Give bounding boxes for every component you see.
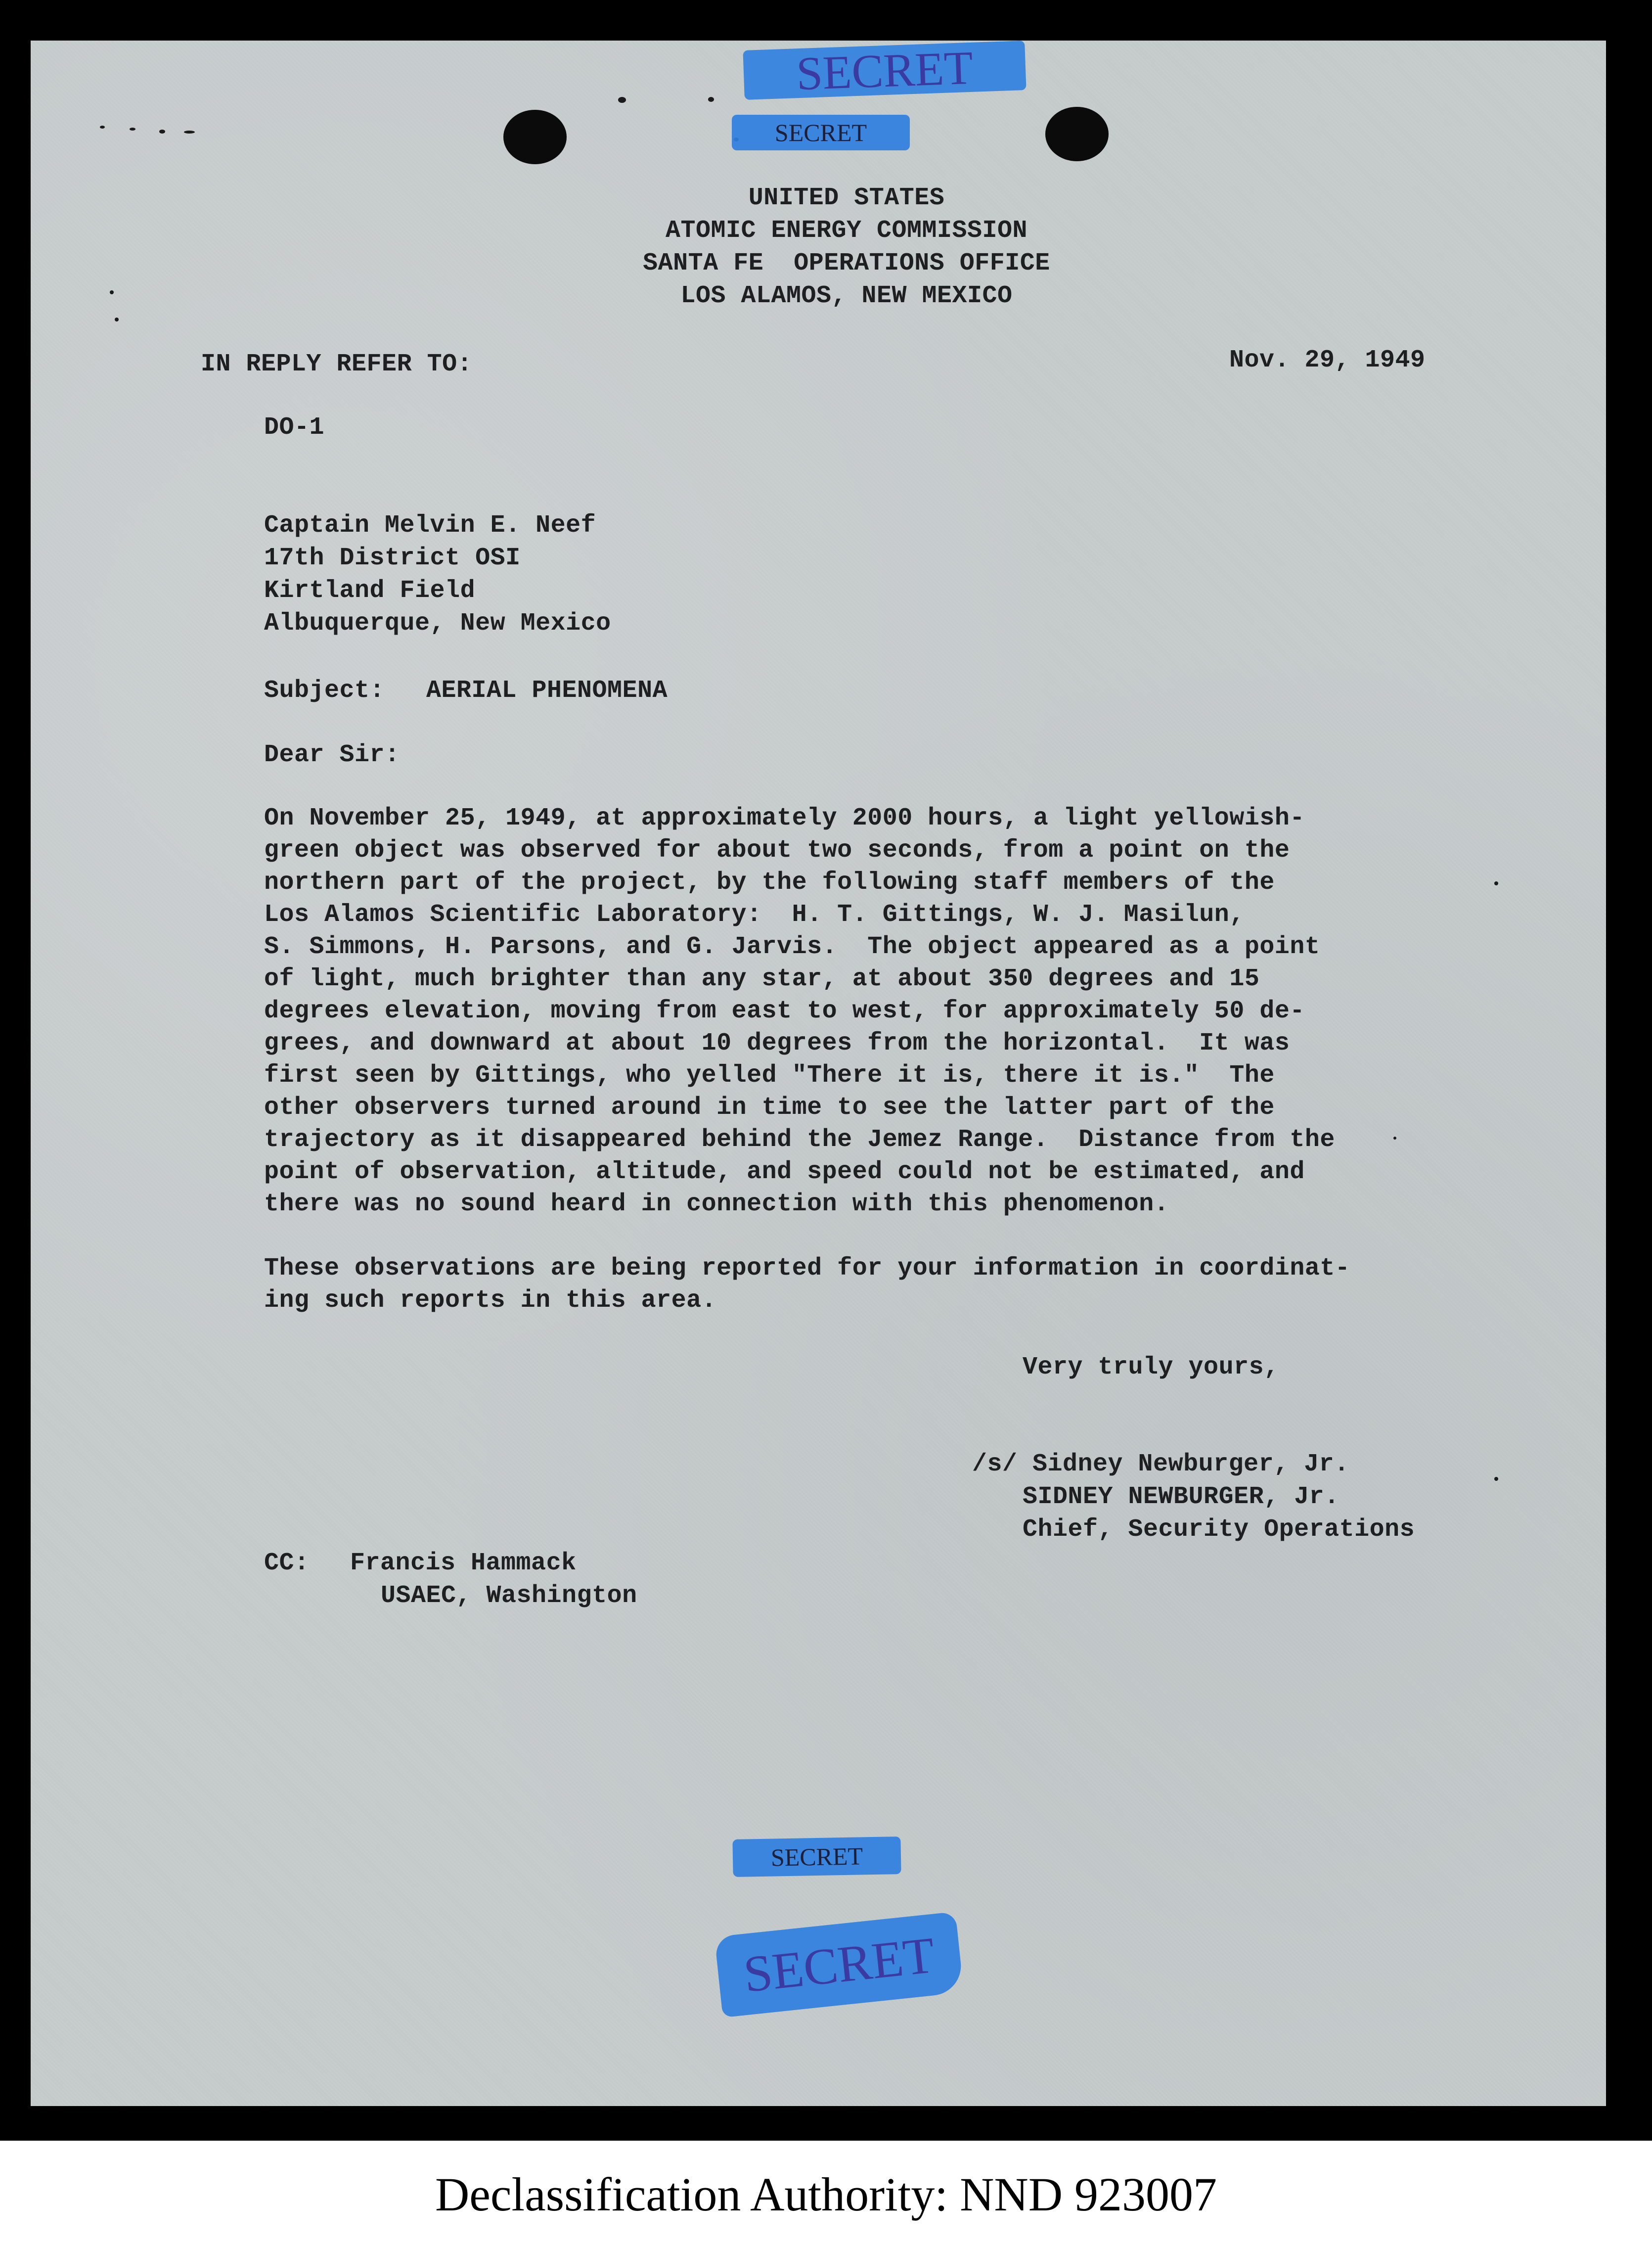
body-line: green object was observed for about two seconds, from a point on the [264,836,1290,865]
body-line: other observers turned around in time to see the latter part of the [264,1094,1275,1122]
body-line: degrees elevation, moving from east to west, for approximately 50 de- [264,997,1305,1025]
body-line: point of observation, altitude, and speed could not be estimated, and [264,1158,1305,1186]
body-line: grees, and downward at about 10 degrees from the horizontal. It was [264,1029,1290,1057]
speck [1393,1137,1396,1140]
letter-date: Nov. 29, 1949 [1229,346,1426,374]
letterhead-line-4: LOS ALAMOS, NEW MEXICO [680,282,1013,310]
cc-name: Francis Hammack [350,1549,577,1577]
speck [1494,1477,1498,1481]
speck [110,290,114,294]
speck [130,128,135,131]
speck [115,318,119,321]
secret-stamp-bottom-small: SECRET [732,1836,901,1877]
reference-code: DO-1 [264,413,325,442]
cc-label: CC: [264,1549,310,1577]
document-page [31,41,1606,2106]
signer-name: SIDNEY NEWBURGER, Jr. [1023,1483,1339,1511]
body-line: These observations are being reported for your information in coordinat- [264,1254,1350,1283]
valediction: Very truly yours, [1023,1353,1279,1381]
speck [1494,881,1498,885]
signer-title: Chief, Security Operations [1023,1515,1415,1544]
punch-hole-right [1045,107,1109,161]
body-line: of light, much brighter than any star, at about 350 degrees and 15 [264,965,1260,993]
recipient-name: Captain Melvin E. Neef [264,511,596,540]
recipient-location: Kirtland Field [264,577,476,605]
speck [618,97,626,103]
body-line: S. Simmons, H. Parsons, and G. Jarvis. The object appeared as a point [264,933,1320,961]
body-line: ing such reports in this area. [264,1286,717,1315]
recipient-unit: 17th District OSI [264,544,521,572]
secret-stamp-top-large: SECRET [743,41,1026,100]
letterhead-line-2: ATOMIC ENERGY COMMISSION [665,217,1028,245]
letterhead-line-3: SANTA FE OPERATIONS OFFICE [643,249,1050,277]
declassification-authority: Declassification Authority: NND 923007 [435,2168,1217,2221]
body-line: there was no sound heard in connection with this phenomenon. [264,1190,1169,1218]
salutation: Dear Sir: [264,741,400,769]
speck [184,131,195,134]
subject-label: Subject: [264,677,385,705]
body-line: northern part of the project, by the following staff members of the [264,869,1275,897]
reply-refer-label: IN REPLY REFER TO: [201,350,473,378]
body-line: first seen by Gittings, who yelled "There it is, there it is." The [264,1061,1275,1090]
body-line: Los Alamos Scientific Laboratory: H. T. Gittings, W. J. Masilun, [264,901,1245,929]
signature-line: /s/ Sidney Newburger, Jr. [972,1450,1349,1478]
secret-stamp-top-small: SECRET [732,115,910,150]
speck [159,130,165,134]
punch-hole-left [503,110,567,164]
letterhead-line-1: UNITED STATES [748,184,945,212]
recipient-city: Albuquerque, New Mexico [264,609,611,638]
body-line: trajectory as it disappeared behind the Jemez Range. Distance from the [264,1126,1335,1154]
speck [708,97,714,102]
speck [100,126,105,129]
cc-org: USAEC, Washington [381,1582,637,1610]
subject-text: AERIAL PHENOMENA [426,677,668,705]
body-line: On November 25, 1949, at approximately 2000 hours, a light yellowish- [264,804,1305,832]
secret-stamp-bottom-large: SECRET [714,1912,964,2018]
